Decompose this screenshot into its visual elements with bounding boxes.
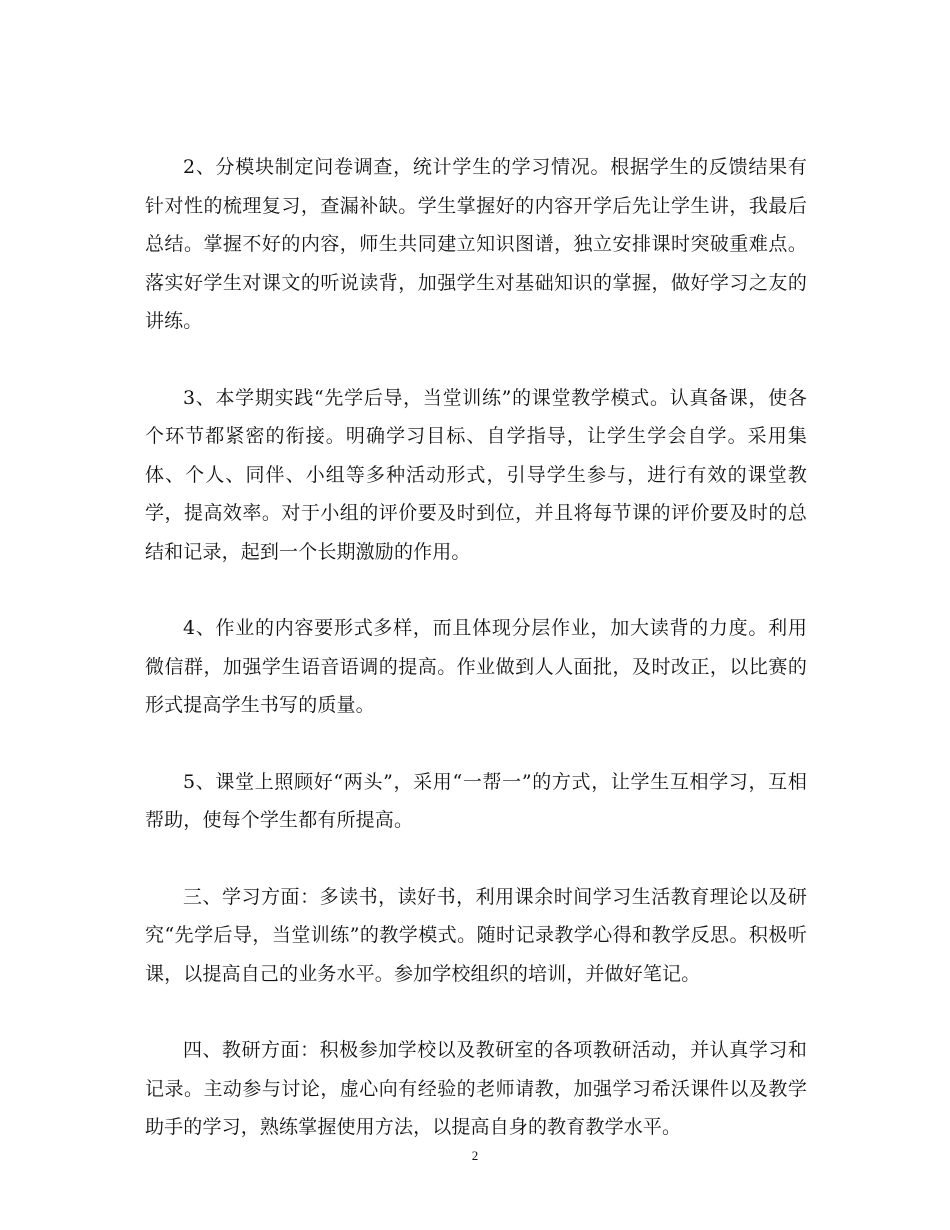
paragraph-item-2: 2、分模块制定问卷调查，统计学生的学习情况。根据学生的反馈结果有针对性的梳理复习，查漏补缺。学生掌握好的内容开学后先让学生讲，我最后总结。掌握不好的内容，师生共同建立知识图谱，独立安排课时突破重难点。落实好学生对课文的听说读背，加强学生对基础知识的掌握，做好学习之友的讲练。 <box>145 156 807 332</box>
paragraph-item-3: 3、本学期实践“先学后导，当堂训练”的课堂教学模式。认真备课，使各个环节都紧密的衔接。明确学习目标、自学指导，让学生学会自学。采用集体、个人、同伴、小组等多种活动形式，引导学生参与，进行有效的课堂教学，提高效率。对于小组的评价要及时到位，并且将每节课的评价要及时的总结和记录，起到一个长期激励的作用。 <box>145 386 807 563</box>
paragraph-research-section: 四、教研方面：积极参加学校以及教研室的各项教研活动，并认真学习和记录。主动参与讨论，虚心向有经验的老师请教，加强学习希沃课件以及教学助手的学习，熟练掌握使用方法，以提高自身的教育教学水平。 <box>145 1039 807 1138</box>
paragraph-study-section: 三、学习方面：多读书，读好书，利用课余时间学习生活教育理论以及研究“先学后导，当堂训练”的教学模式。随时记录教学心得和教学反思。积极听课，以提高自己的业务水平。参加学校组织的培训，并做好笔记。 <box>145 885 807 985</box>
page-number: 2 <box>471 1148 479 1163</box>
paragraph-item-5: 5、课堂上照顾好“两头”，采用“一帮一”的方式，让学生互相学习，互相帮助，使每个学生都有所提高。 <box>145 770 807 831</box>
paragraph-item-4: 4、作业的内容要形式多样，而且体现分层作业，加大读背的力度。利用微信群，加强学生语音语调的提高。作业做到人人面批，及时改正，以比赛的形式提高学生书写的质量。 <box>145 617 807 716</box>
document-body <box>145 148 807 1185</box>
